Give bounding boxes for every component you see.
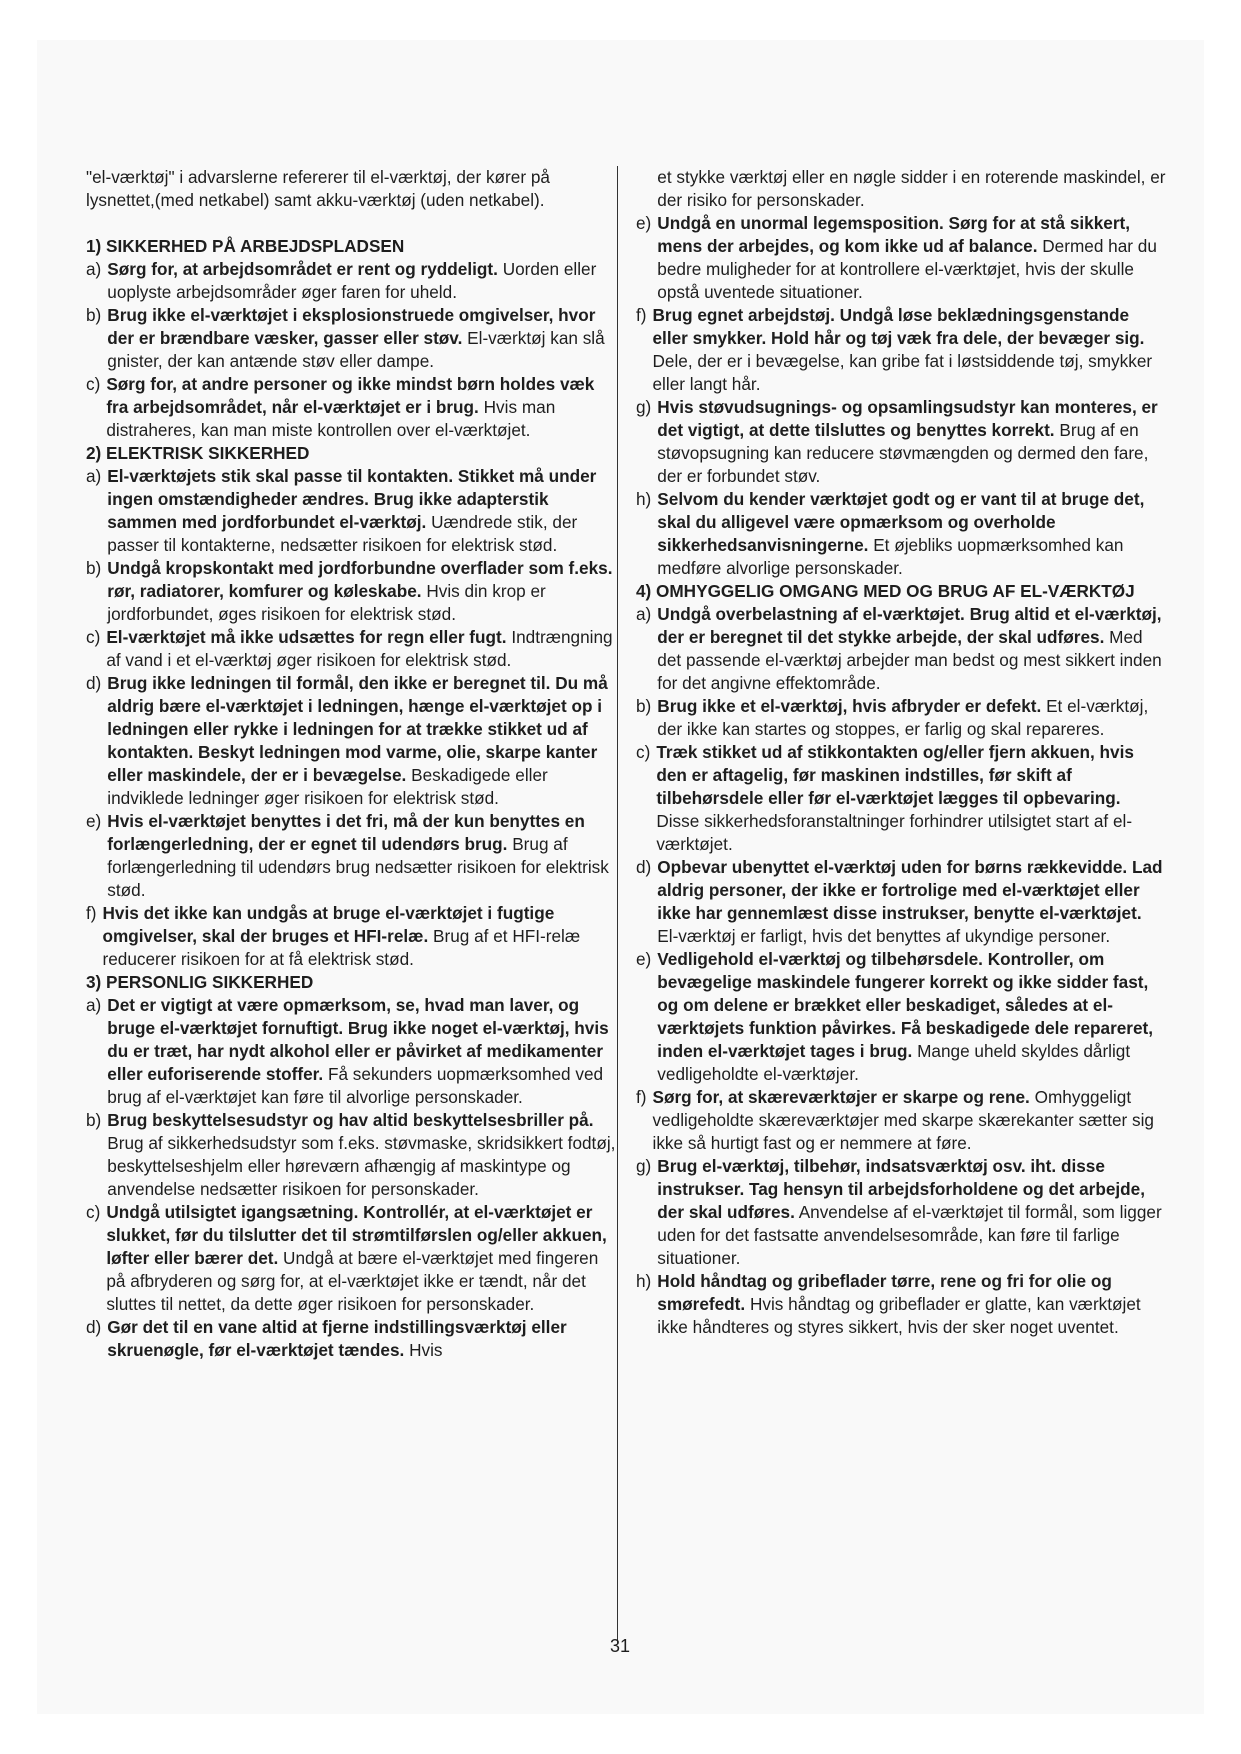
item-bold-text: Brug beskyttelsesudstyr og hav altid beskyttelsesbriller på. (107, 1110, 594, 1130)
item-text: Brug af forlængerledning til udendørs brug nedsætter risikoen for elektrisk stød. (107, 834, 609, 900)
item-bold-text: Brug ikke ledningen til formål, den ikke er beregnet til. Du må aldrig bære el-værktøjet i ledningen, hænge el-værktøjet op i ledningen eller rykke i ledningen for at trække stikket ud af kontakten. Beskyt ledningen mod varme, olie, skarpe kanter eller maskindele, der er i bevægelse. (107, 673, 608, 785)
item-bold-text: Hvis el-værktøjet benyttes i det fri, må der kun benyttes en forlængerledning, der er egnet til udendørs brug. (107, 811, 585, 854)
item-bold-text: Selvom du kender værktøjet godt og er vant til at bruge det, skal du alligevel være opmærksom og overholde sikkerhedsanvisningerne. (657, 489, 1145, 555)
continuation-item (636, 166, 1166, 212)
item-marker: d) (636, 857, 652, 877)
item-bold-text: Undgå en unormal legemsposition. Sørg for at stå sikkert, mens der arbejdes, og kom ikke ud af balance. (657, 213, 1131, 256)
item-marker: d) (86, 673, 102, 693)
section-number: 1) (86, 236, 102, 256)
list-item (86, 304, 616, 373)
item-marker: f) (86, 903, 97, 923)
item-text: Dele, der er i bevægelse, kan gribe fat i løstsiddende tøj, smykker eller langt hår. (652, 351, 1153, 394)
column-divider (617, 166, 618, 1644)
item-marker: a) (86, 259, 102, 279)
list-item (86, 557, 616, 626)
item-bold-text: Hvis støvudsugnings- og opsamlingsudstyr kan monteres, er det vigtigt, at dette tilsluttes og benyttes korrekt. (657, 397, 1158, 440)
list-item (86, 810, 616, 902)
item-marker: e) (636, 213, 652, 233)
item-text: Dermed har du bedre muligheder for at kontrollere el-værktøjet, hvis der skulle opstå uventede situationer. (657, 236, 1157, 302)
list-item (86, 1109, 616, 1201)
section-heading-4 (636, 580, 1166, 603)
item-text: Med det passende el-værktøj arbejder man bedst og mest sikkert inden for det angivne effektområde. (657, 627, 1162, 693)
list-item (86, 1316, 616, 1362)
section-number: 2) (86, 443, 102, 463)
list-item (86, 1201, 616, 1316)
item-text: Få sekunders uopmærksomhed ved brug af el-værktøjet kan føre til alvorlige personskader. (107, 1064, 604, 1107)
item-bold-text: Sørg for, at andre personer og ikke mindst børn holdes væk fra arbejdsområdet, når el-værktøjet er i brug. (106, 374, 595, 417)
item-bold-text: Brug egnet arbejdstøj. Undgå løse beklædningsgenstande eller smykker. Hold hår og tøj væk fra dele, der bevæger sig. (652, 305, 1145, 348)
item-marker: b) (86, 1110, 102, 1130)
item-text: Brug af et HFI-relæ reducerer risikoen for at få elektrisk stød. (102, 926, 581, 969)
item-text: El-værktøj er farligt, hvis det benyttes af ukyndige personer. (657, 926, 1111, 946)
item-marker: b) (86, 558, 102, 578)
item-bold-text: Undgå overbelastning af el-værktøjet. Brug altid et el-værktøj, der er beregnet til det stykke arbejde, der skal udføres. (657, 604, 1162, 647)
item-marker: h) (636, 1271, 652, 1291)
intro-paragraph: "el-værktøj" i advarslerne refererer til el-værktøj, der kører på lysnettet,(med netkabel) samt akku-værktøj (uden netkabel). (86, 167, 550, 210)
page-number: 31 (609, 1636, 631, 1656)
item-text: El-værktøj kan slå gnister, der kan antænde støv eller dampe. (107, 328, 605, 371)
item-marker: a) (86, 995, 102, 1015)
item-text: Et øjebliks uopmærksomhed kan medføre alvorlige personskader. (657, 535, 1124, 578)
list-item (636, 856, 1166, 948)
item-bold-text: Undgå utilsigtet igangsætning. Kontrollér, at el-værktøjet er slukket, før du tilslutter det til strømtilførslen og/eller akkuen, løfter eller bærer det. (106, 1202, 607, 1268)
list-item (86, 258, 616, 304)
item-bold-text: El-værktøjet må ikke udsættes for regn eller fugt. (106, 627, 507, 647)
item-bold-text: Brug el-værktøj, tilbehør, indsatsværktøj osv. iht. disse instrukser. Tag hensyn til arbejdsforholdene og det arbejde, der skal udføres. (657, 1156, 1146, 1222)
item-marker: c) (86, 374, 101, 394)
item-bold-text: Gør det til en vane altid at fjerne indstillingsværktøj eller skruenøgle, før el-værktøjet tændes. (107, 1317, 567, 1360)
item-marker: b) (86, 305, 102, 325)
item-marker: c) (86, 1202, 101, 1222)
list-item (86, 465, 616, 557)
item-marker: b) (636, 696, 652, 716)
item-text: Hvis (409, 1340, 443, 1360)
list-item (636, 396, 1166, 488)
list-item (86, 373, 616, 442)
item-text: Hvis håndtag og gribeflader er glatte, kan værktøjet ikke håndteres og styres sikkert, hvis der sker noget uventet. (657, 1294, 1141, 1337)
list-item (636, 741, 1166, 856)
item-bold-text: Sørg for, at arbejdsområdet er rent og ryddeligt. (107, 259, 498, 279)
list-item (636, 212, 1166, 304)
section-number: 3) (86, 972, 102, 992)
list-item (86, 902, 616, 971)
list-item (86, 994, 616, 1109)
item-marker: f) (636, 305, 647, 325)
list-item (636, 1086, 1166, 1155)
item-text: Brug af en støvopsugning kan reducere støvmængden og dermed den fare, der er forbundet støv. (657, 420, 1149, 486)
section-number: 4) (636, 581, 652, 601)
item-bold-text: Brug ikke et el-værktøj, hvis afbryder er defekt. (657, 696, 1042, 716)
item-bold-text: Sørg for, at skæreværktøjer er skarpe og rene. (652, 1087, 1030, 1107)
item-marker: e) (636, 949, 652, 969)
section-heading-1 (86, 235, 616, 258)
list-item (636, 603, 1166, 695)
item-text: Brug af sikkerhedsudstyr som f.eks. støvmaske, skridsikkert fodtøj, beskyttelseshjelm eller høreværn afhængig af maskintype og anvendelse nedsætter risikoen for personskader. (107, 1133, 616, 1199)
item-marker: a) (86, 466, 102, 486)
item-bold-text: Hold håndtag og gribeflader tørre, rene og fri for olie og smørefedt. (657, 1271, 1112, 1314)
item-text: Hvis man distraheres, kan man miste kontrollen over el-værktøjet. (106, 397, 556, 440)
item-marker: d) (86, 1317, 102, 1337)
item-marker: c) (636, 742, 651, 762)
item-bold-text: Undgå kropskontakt med jordforbundne overflader som f.eks. rør, radiatorer, komfurer og køleskabe. (107, 558, 613, 601)
item-text: Indtrængning af vand i et el-værktøj øger risikoen for elektrisk stød. (106, 627, 613, 670)
item-marker: g) (636, 397, 652, 417)
item-text: Undgå at bære el-værktøjet med fingeren på afbryderen og sørg for, at el-værktøjet ikke er tændt, når det sluttes til nettet, da dette øger risikoen for personskader. (106, 1248, 599, 1314)
list-item (636, 304, 1166, 396)
list-item (636, 488, 1166, 580)
item-text: Hvis din krop er jordforbundet, øges risikoen for elektrisk stød. (107, 581, 546, 624)
section-heading-3 (86, 971, 616, 994)
item-bold-text: Vedligehold el-værktøj og tilbehørsdele. Kontroller, om bevægelige maskindele fungerer korrekt og ikke sidder fast, og om delene er brækket eller beskadiget, således at el-værktøjets funktion påvirkes. Få beskadigede dele repareret, inden el-værktøjet tages i brug. (657, 949, 1154, 1061)
item-bold-text: El-værktøjets stik skal passe til kontakten. Stikket må under ingen omstændigheder ændres. Brug ikke adapterstik sammen med jordforbundet el-værktøj. (107, 466, 597, 532)
item-marker: g) (636, 1156, 652, 1176)
continuation-text: et stykke værktøj eller en nøgle sidder i en roterende maskindel, er der risiko for personskader. (657, 167, 1166, 210)
item-bold-text: Brug ikke el-værktøjet i eksplosionstruede omgivelser, hvor der er brændbare væsker, gasser eller støv. (107, 305, 596, 348)
item-bold-text: Opbevar ubenyttet el-værktøj uden for børns rækkevidde. Lad aldrig personer, der ikke er fortrolige med el-værktøjet eller ikke har gennemlæst disse instrukser, benytte el-værktøjet. (657, 857, 1163, 923)
item-marker: a) (636, 604, 652, 624)
list-item (636, 948, 1166, 1086)
item-text: Anvendelse af el-værktøjet til formål, som ligger uden for det fastsatte anvendelsesområde, kan føre til farlige situationer. (657, 1202, 1162, 1268)
item-bold-text: Hvis det ikke kan undgås at bruge el-værktøjet i fugtige omgivelser, skal der bruges et HFI-relæ. (102, 903, 555, 946)
item-bold-text: Det er vigtigt at være opmærksom, se, hvad man laver, og bruge el-værktøjet fornuftigt. Brug ikke noget el-værktøj, hvis du er træt, har nydt alkohol eller er påvirket af medikamenter eller euforiserende stoffer. (107, 995, 609, 1084)
item-text: Omhyggeligt vedligeholdte skæreværktøjer med skarpe skærekanter sætter sig ikke så hurtigt fast og er nemmere at føre. (652, 1087, 1154, 1153)
item-text: Uorden eller uoplyste arbejdsområder øger faren for uheld. (107, 259, 597, 302)
list-item (636, 695, 1166, 741)
right-column (636, 166, 1166, 1339)
list-item (86, 626, 616, 672)
left-column (86, 166, 616, 1362)
item-marker: h) (636, 489, 652, 509)
item-marker: f) (636, 1087, 647, 1107)
list-item (636, 1270, 1166, 1339)
item-text: Mange uheld skyldes dårligt vedligeholdte el-værktøjer. (657, 1041, 1131, 1084)
item-text: Uændrede stik, der passer til kontakterne, nedsætter risikoen for elektrisk stød. (107, 512, 578, 555)
item-text: Et el-værktøj, der ikke kan startes og stoppes, er farlig og skal repareres. (657, 696, 1149, 739)
section-title: PERSONLIG SIKKERHED (106, 972, 314, 992)
item-marker: e) (86, 811, 102, 831)
item-text: Beskadigede eller indviklede ledninger øger risikoen for elektrisk stød. (107, 765, 548, 808)
item-bold-text: Træk stikket ud af stikkontakten og/eller fjern akkuen, hvis den er aftagelig, før maskinen indstilles, før skift af tilbehørsdele eller før el-værktøjet lægges til opbevaring. (656, 742, 1134, 808)
section-title: ELEKTRISK SIKKERHED (106, 443, 310, 463)
section-title: SIKKERHED PÅ ARBEJDSPLADSEN (106, 236, 405, 256)
item-marker: c) (86, 627, 101, 647)
list-item (636, 1155, 1166, 1270)
list-item (86, 672, 616, 810)
section-heading-2 (86, 442, 616, 465)
section-title: OMHYGGELIG OMGANG MED OG BRUG AF EL-VÆRKTØJ (656, 581, 1135, 601)
item-text: Disse sikkerhedsforanstaltninger forhindrer utilsigtet start af el-værktøjet. (656, 811, 1133, 854)
